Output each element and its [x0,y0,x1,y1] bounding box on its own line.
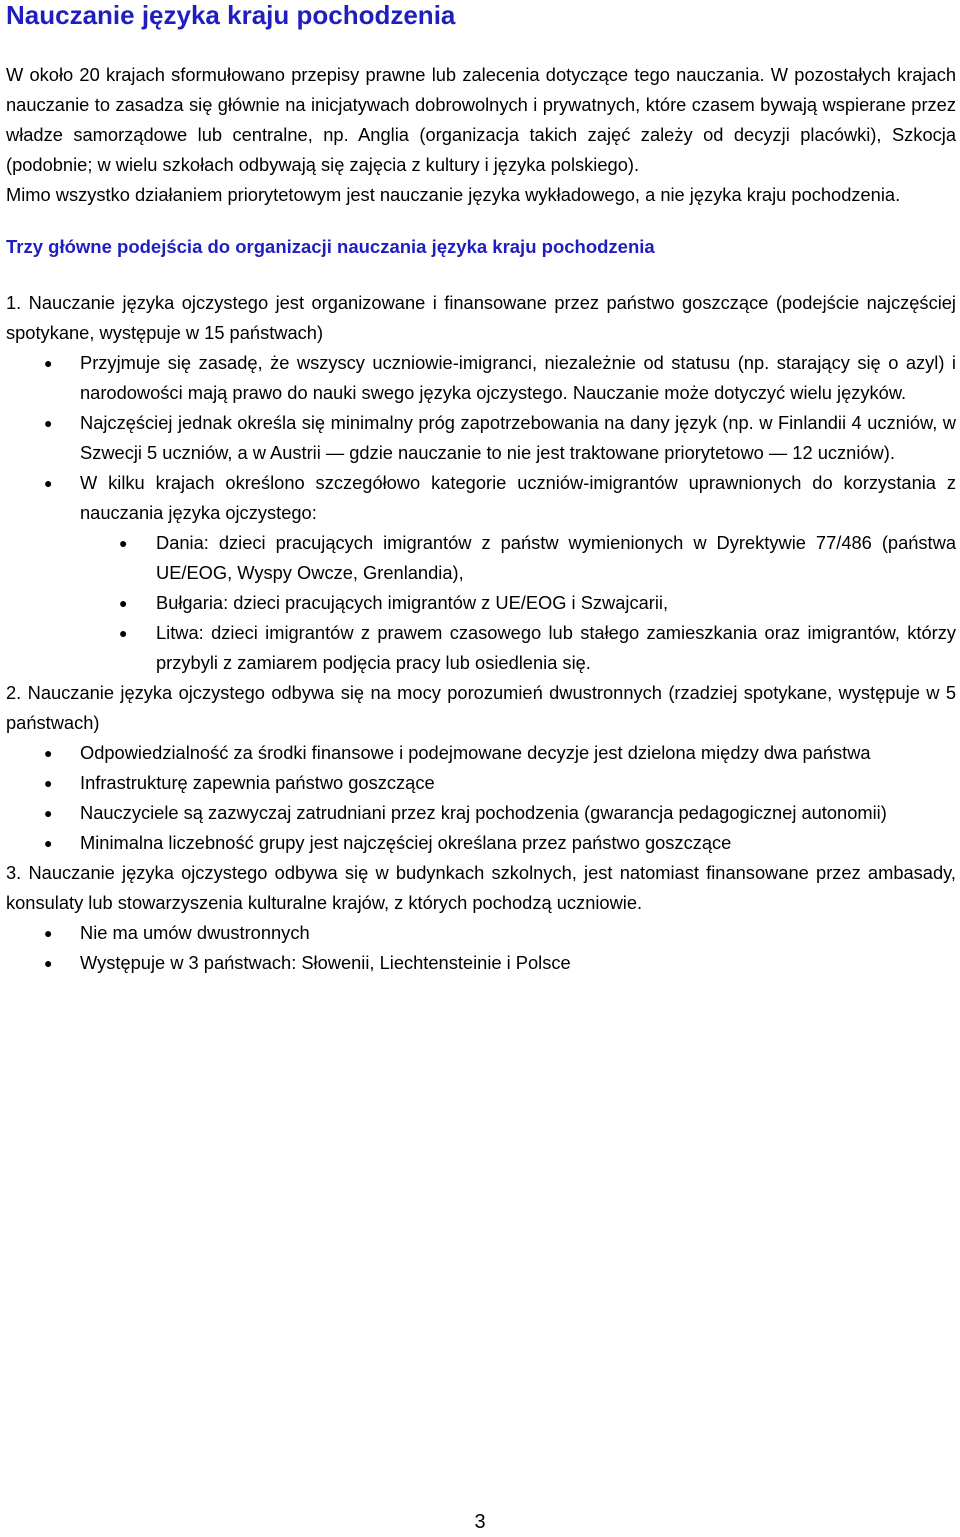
approach-3-bullets [6,918,956,978]
approach-2-paragraph: 2. Nauczanie języka ojczystego odbywa się na mocy porozumień dwustronnych (rzadziej spotykane, występuje w 5 państwach) [6,682,956,733]
list-item: ● W kilku krajach określono szczegółowo kategorie uczniów-imigrantów uprawnionych do korzystania z nauczania języka ojczystego: [6,468,956,528]
section-heading: Trzy główne podejścia do organizacji nauczania języka kraju pochodzenia [6,236,655,257]
list-item: ● Minimalna liczebność grupy jest najczęściej określana przez państwo goszczące [6,828,956,858]
bullet-icon: ● [44,355,53,371]
document-page [6,0,956,978]
bullet-icon: ● [44,835,53,851]
approach-1-paragraph: 1. Nauczanie języka ojczystego jest organizowane i finansowane przez państwo goszczące (podejście najczęściej spotykane, występuje w 15 państwach) [6,292,956,343]
list-item: ● Bułgaria: dzieci pracujących imigrantów z UE/EOG i Szwajcarii, [6,588,956,618]
bullet-icon: ● [119,625,128,641]
bullet-icon: ● [119,535,128,551]
list-item: ● Występuje w 3 państwach: Słowenii, Liechtensteinie i Polsce [6,948,956,978]
list-item: ● Odpowiedzialność za środki finansowe i podejmowane decyzje jest dzielona między dwa państwa [6,738,956,768]
bullet-icon: ● [44,415,53,431]
intro-paragraph: W około 20 krajach sformułowano przepisy prawne lub zalecenia dotyczące tego nauczania. W pozostałych krajach nauczanie to zasadza się głównie na inicjatywach dobrowolnych i prywatnych, które czasem bywają wspierane przez władze samorządowe lub centralne, np. Anglia (organizacja takich zajęć zależy od decyzji placówki), Szkocja (podobnie; w wielu szkołach odbywają się zajęcia z kultury i języka polskiego). [6,64,956,175]
intro-paragraph: Mimo wszystko działaniem priorytetowym jest nauczanie języka wykładowego, a nie języka kraju pochodzenia. [6,184,901,205]
list-item: ● Nauczyciele są zazwyczaj zatrudniani przez kraj pochodzenia (gwarancja pedagogicznej autonomii) [6,798,956,828]
approach-2-bullets [6,738,956,858]
list-item: ● Infrastrukturę zapewnia państwo goszczące [6,768,956,798]
bullet-icon: ● [44,955,53,971]
approach-1-bullets [6,348,956,528]
bullet-icon: ● [44,775,53,791]
bullet-icon: ● [44,475,53,491]
list-item: ● Najczęściej jednak określa się minimalny próg zapotrzebowania na dany język (np. w Finlandii 4 uczniów, w Szwecji 5 uczniów, a w Austrii — gdzie nauczanie to nie jest traktowane priorytetowo — 12 uczniów). [6,408,956,468]
approach-3-paragraph: 3. Nauczanie języka ojczystego odbywa się w budynkach szkolnych, jest natomiast finansowane przez ambasady, konsulaty lub stowarzyszenia kulturalne krajów, z których pochodzą uczniowie. [6,862,956,913]
list-item: ● Dania: dzieci pracujących imigrantów z państw wymienionych w Dyrektywie 77/486 (państwa UE/EOG, Wyspy Owcze, Grenlandia), [6,528,956,588]
bullet-icon: ● [119,595,128,611]
list-item: ● Nie ma umów dwustronnych [6,918,956,948]
page-number: 3 [474,1511,486,1533]
list-item: ● Przyjmuje się zasadę, że wszyscy uczniowie-imigranci, niezależnie od statusu (np. starający się o azyl) i narodowości mają prawo do nauki swego języka ojczystego. Nauczanie może dotyczyć wielu języków. [6,348,956,408]
bullet-icon: ● [44,805,53,821]
page-title: Nauczanie języka kraju pochodzenia [6,0,456,30]
list-item: ● Litwa: dzieci imigrantów z prawem czasowego lub stałego zamieszkania oraz imigrantów, którzy przybyli z zamiarem podjęcia pracy lub osiedlenia się. [6,618,956,678]
approach-1-sub-bullets [6,528,956,678]
bullet-icon: ● [44,745,53,761]
bullet-icon: ● [44,925,53,941]
intro-section [6,60,956,210]
